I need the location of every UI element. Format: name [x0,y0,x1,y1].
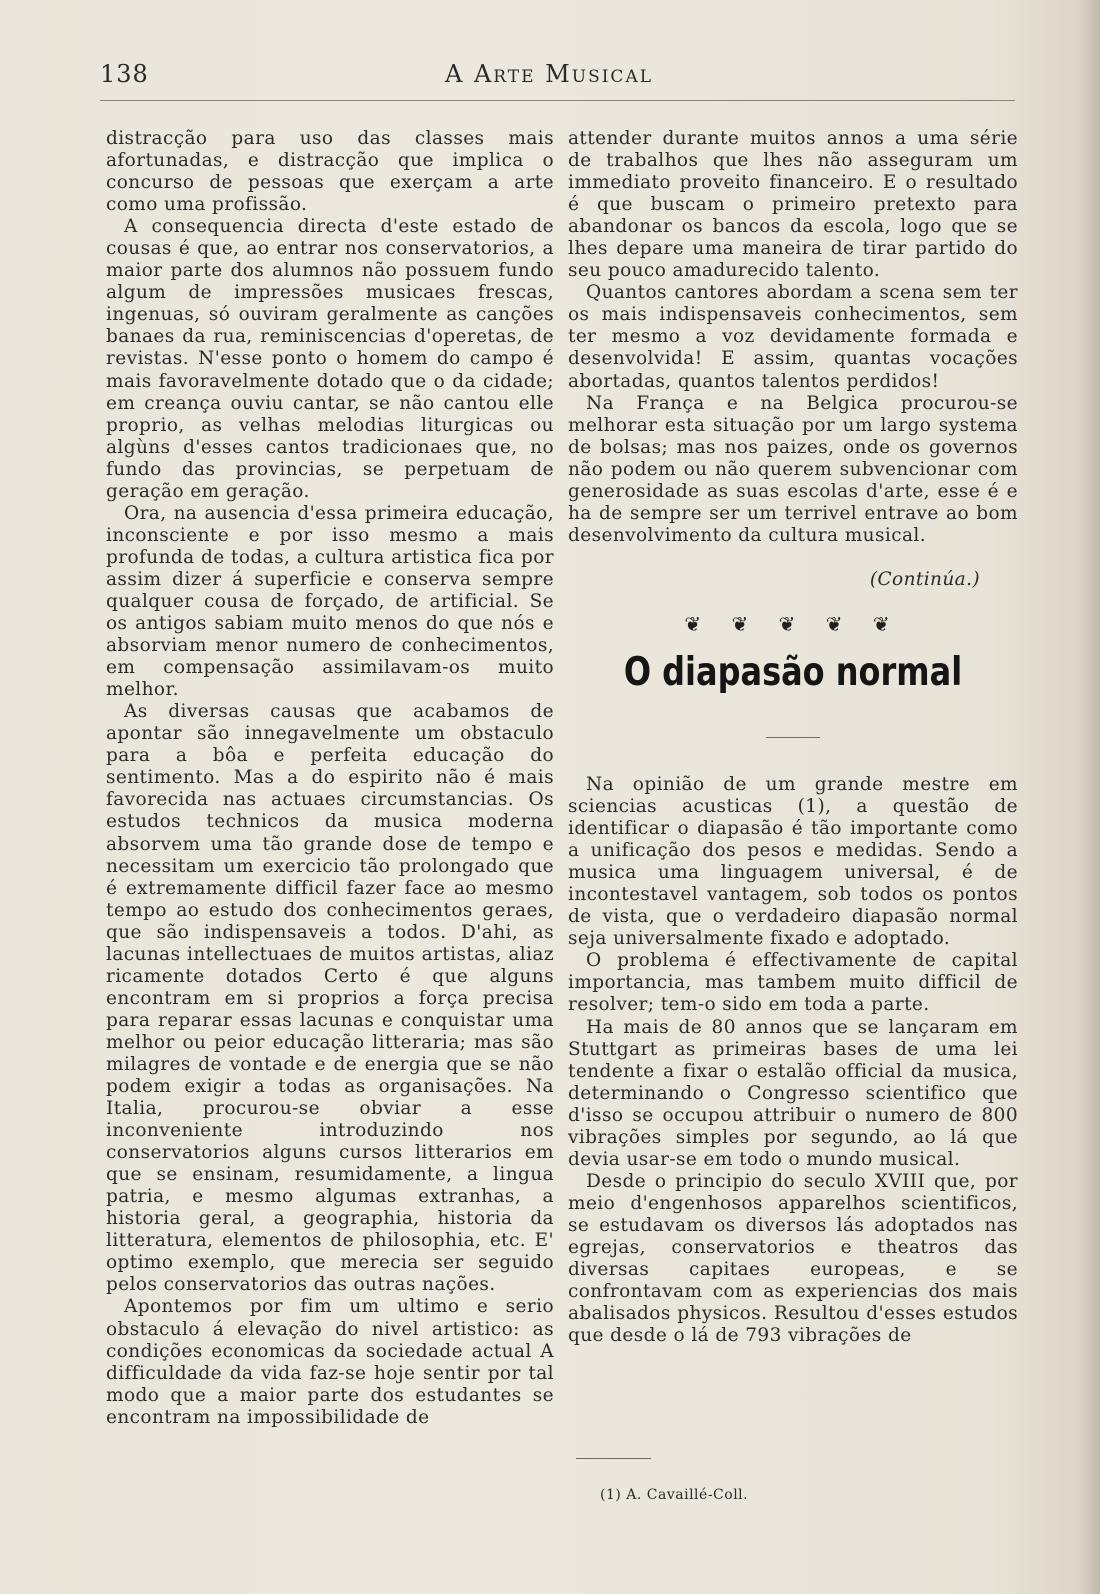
paragraph: Desde o principio do seculo XVIII que, por meio d'engenhosos apparelhos scientificos, se estudavam os diversos lás adoptados nas egrejas, conservatorios e theatros das diversas capitaes europeas, e se confrontavam com as experiencias dos mais abalisados physicos. Resultou d'esses estudos que desde o lá de 793 vibrações de [568,1170,1018,1347]
paragraph: Ora, na ausencia d'essa primeira educação, inconsciente e por isso mesmo a mais profunda de todas, a cultura artistica fica por assim dizer á superficie e conserva sempre qualquer cousa de forçado, de artificial. Se os antigos sabiam muito menos do que nós e absorviam menor numero de conhecimentos, em compensação assimilavam-os muito melhor. [106,502,554,701]
paragraph: distracção para uso das classes mais afortunadas, e distracção que implica o concurso de pessoas que exerçam a arte como uma profissão. [106,128,554,216]
title-rule [766,737,820,738]
paragraph: A consequencia directa d'este estado de cousas é que, ao entrar nos conservatorios, a maior parte dos alumnos não possuem fundo algum de impressões musicaes frescas, ingenuas, só ouviram geralmente as canções banaes da rua, reminiscencias d'operetas, de revistas. N'esse ponto o homem do campo é mais favoravelmente dotado que o da cidade; em creança ouviu cantar, se não cantou elle proprio, as velhas melodias liturgicas ou algùns d'esses cantos tradicionaes que, no fundo das provincias, se perpetuam de geração em geração. [106,216,554,502]
page-header [100,60,1015,94]
paragraph: Quantos cantores abordam a scena sem ter os mais indispensaveis conhecimentos, sem ter mesmo a voz devidamente formada e desenvolvida! E assim, quantas vocações abortadas, quantos talentos perdidos! [568,282,1018,392]
page-edge-shadow [1078,0,1100,1594]
paragraph: Na França e na Belgica procurou-se melhorar esta situação por um largo systema de bolsas; mas nos paizes, onde os governos não podem ou não querem subvencionar com generosidade as suas escolas d'arte, esse é e ha de sempre ser um terrivel entrave ao bom desenvolvimento da cultura musical. [568,392,1018,546]
paragraph: Ha mais de 80 annos que se lançaram em Stuttgart as primeiras bases de uma lei tendente a fixar o estalão official da musica, determinando o Congresso scientifico que d'isso se occupou attribuir o numero de 800 vibrações simples por segundo, ao lá que devia usar-se em todo o mundo musical. [568,1016,1018,1170]
continua-note: (Continúa.) [869,568,980,590]
right-column [568,128,1018,1347]
paragraph: As diversas causas que acabamos de apontar são innegavelmente um obstaculo para a bôa e perfeita educação do sentimento. Mas a do espirito não é mais favorecida nas actuaes circumstancias. Os estudos technicos da musica moderna absorvem uma tão grande dose de tempo e necessitam um exercicio tão prolongado que é extremamente difficil fazer face ao mesmo tempo ao estudo dos conhecimentos geraes, que são indispensaveis a todos. D'ahi, as lacunas intellectuaes de muitos artistas, aliaz ricamente dotados Certo é que alguns encontram em si proprios a força precisa para reparar essas lacunas e conquistar uma melhor ou peior educação litteraria; mas são milagres de vontade e de energia que se não podem exigir a todas as organisações. Na Italia, procurou-se obviar a esse inconveniente introduzindo nos conservatorios alguns cursos litterarios em que se ensinam, resumidamente, a lingua patria, e mesmo algumas extranhas, a historia geral, a geographia, historia da litteratura, elementos de philosophia, etc. E' optimo exemplo, que merecia ser seguido pelos conservatorios das outras nações. [106,701,554,1296]
paragraph: O problema é effectivamente de capital importancia, mas tambem muito difficil de resolver; tem-o sido em toda a parte. [568,950,1018,1016]
left-column [106,128,554,1429]
page-number: 138 [100,60,149,88]
header-rule [100,100,1015,101]
running-title: A Arte Musical [445,60,654,88]
paragraph: Apontemos por fim um ultimo e serio obstaculo á elevação do nivel artistico: as condições economicas da sociedade actual A difficuldade da vida faz-se hoje sentir por tal modo que a maior parte dos estudantes se encontram na impossibilidade de [106,1296,554,1428]
paragraph: Na opinião de um grande mestre em sciencias acusticas (1), a questão de identificar o diapasão é tão importante como a unificação dos pesos e medidas. Sendo a musica uma linguagem universal, é de incontestavel vantagem, sob todos os pontos de vista, que o verdadeiro diapasão normal seja universalmente fixado e adoptado. [568,773,1018,950]
article-title: O diapasão normal [623,649,963,695]
ornament-divider-icon: ❦ ❦ ❦ ❦ ❦ [684,611,902,636]
footnote-rule [576,1458,651,1459]
footnote: (1) A. Cavaillé-Coll. [600,1487,749,1503]
paragraph: attender durante muitos annos a uma série de trabalhos que lhes não asseguram um immediato proveito financeiro. E o resultado é que buscam o primeiro pretexto para abandonar os bancos da escola, logo que se lhes depare uma maneira de tirar partido do seu pouco amadurecido talento. [568,128,1018,282]
